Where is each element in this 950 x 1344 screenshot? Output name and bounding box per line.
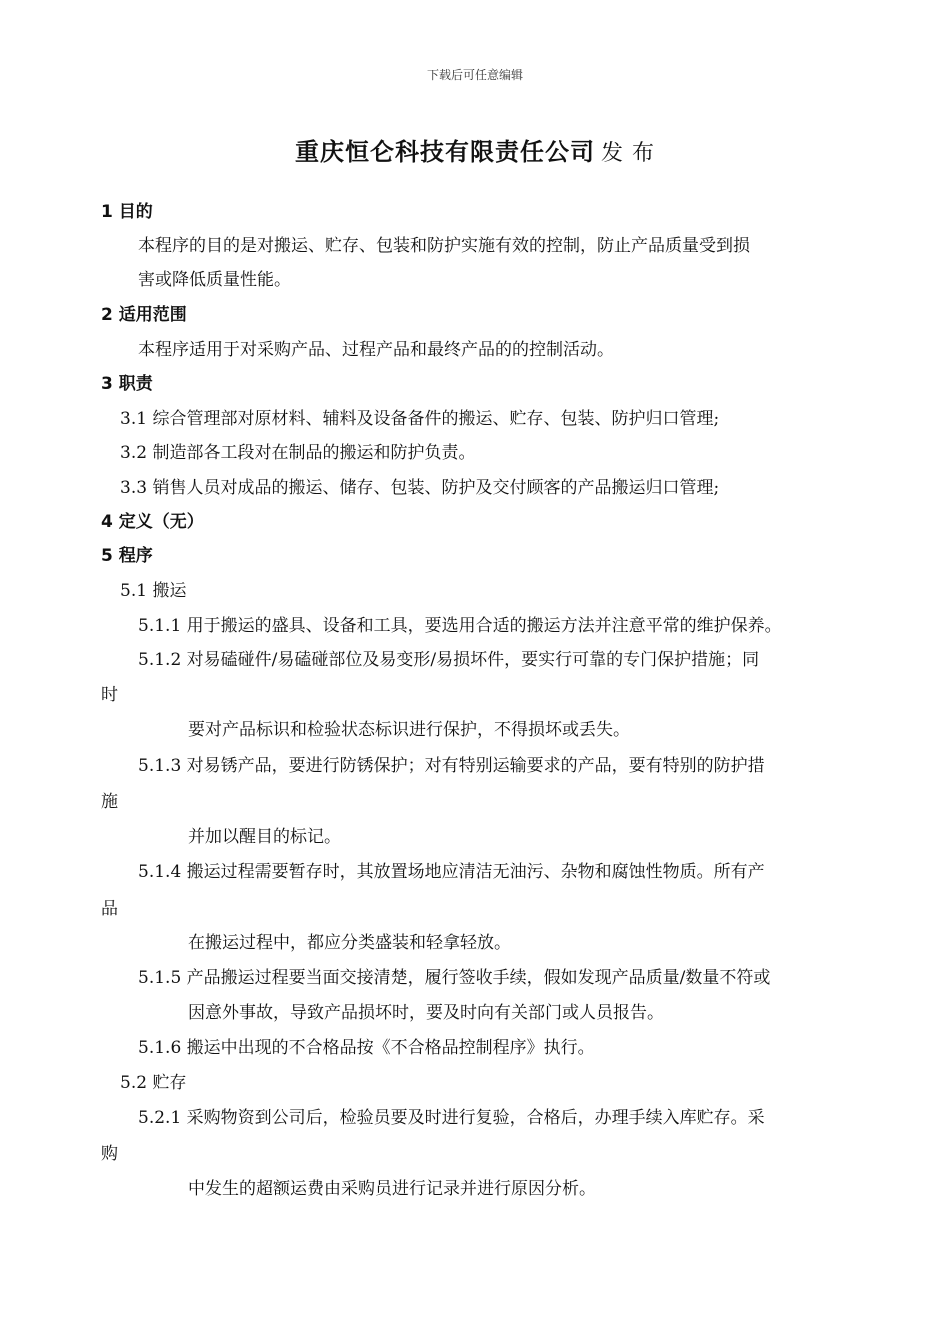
title-suffix: 发 布 (601, 141, 655, 166)
list-item-continuation: 因意外事故，导致产品损坏时，要及时向有关部门或人员报告。 (188, 1003, 664, 1023)
list-item-continuation: 在搬运过程中，都应分类盛装和轻拿轻放。 (188, 933, 511, 953)
list-item-wrap: 购 (101, 1144, 118, 1164)
list-item-wrap: 施 (101, 792, 118, 812)
company-name: 重庆恒仑科技有限责任公司 (295, 138, 595, 166)
section-heading-4: 4 定义（无） (101, 512, 204, 532)
list-item: 3.1 综合管理部对原材料、辅料及设备备件的搬运、贮存、包装、防护归口管理; (120, 409, 720, 429)
document-title (0, 132, 950, 167)
subsection-heading: 5.2 贮存 (120, 1073, 187, 1093)
list-item: 5.1.2 对易磕碰件/易磕碰部位及易变形/易损坏件，要实行可靠的专门保护措施；同 (138, 650, 760, 670)
list-item-continuation: 并加以醒目的标记。 (188, 827, 341, 847)
list-item: 5.1.1 用于搬运的盛具、设备和工具，要选用合适的搬运方法并注意平常的维护保养。 (138, 616, 782, 636)
list-item: 5.1.5 产品搬运过程要当面交接清楚，履行签收手续，假如发现产品质量/数量不符或 (138, 968, 771, 988)
list-item-continuation: 中发生的超额运费由采购员进行记录并进行原因分析。 (188, 1179, 596, 1199)
list-item: 5.1.4 搬运过程需要暂存时，其放置场地应清洁无油污、杂物和腐蚀性物质。所有产 (138, 862, 765, 882)
paragraph-line: 本程序适用于对采购产品、过程产品和最终产品的的控制活动。 (138, 340, 614, 360)
subsection-heading: 5.1 搬运 (120, 581, 187, 601)
list-item-wrap: 品 (101, 899, 118, 919)
list-item: 3.2 制造部各工段对在制品的搬运和防护负责。 (120, 443, 476, 463)
section-heading-1: 1 目的 (101, 202, 153, 222)
section-heading-3: 3 职责 (101, 374, 153, 394)
section-heading-5: 5 程序 (101, 546, 153, 566)
list-item: 5.2.1 采购物资到公司后，检验员要及时进行复验，合格后，办理手续入库贮存。采 (138, 1108, 765, 1128)
paragraph-line: 害或降低质量性能。 (138, 270, 291, 290)
list-item: 3.3 销售人员对成品的搬运、储存、包装、防护及交付顾客的产品搬运归口管理; (120, 478, 720, 498)
paragraph-line: 本程序的目的是对搬运、贮存、包装和防护实施有效的控制，防止产品质量受到损 (138, 236, 750, 256)
list-item-wrap: 时 (101, 685, 118, 705)
list-item: 5.1.6 搬运中出现的不合格品按《不合格品控制程序》执行。 (138, 1038, 595, 1058)
section-heading-2: 2 适用范围 (101, 305, 187, 325)
list-item-continuation: 要对产品标识和检验状态标识进行保护，不得损坏或丢失。 (188, 720, 630, 740)
header-note: 下载后可任意编辑 (426, 68, 523, 82)
list-item: 5.1.3 对易锈产品，要进行防锈保护；对有特别运输要求的产品，要有特别的防护措 (138, 756, 765, 776)
